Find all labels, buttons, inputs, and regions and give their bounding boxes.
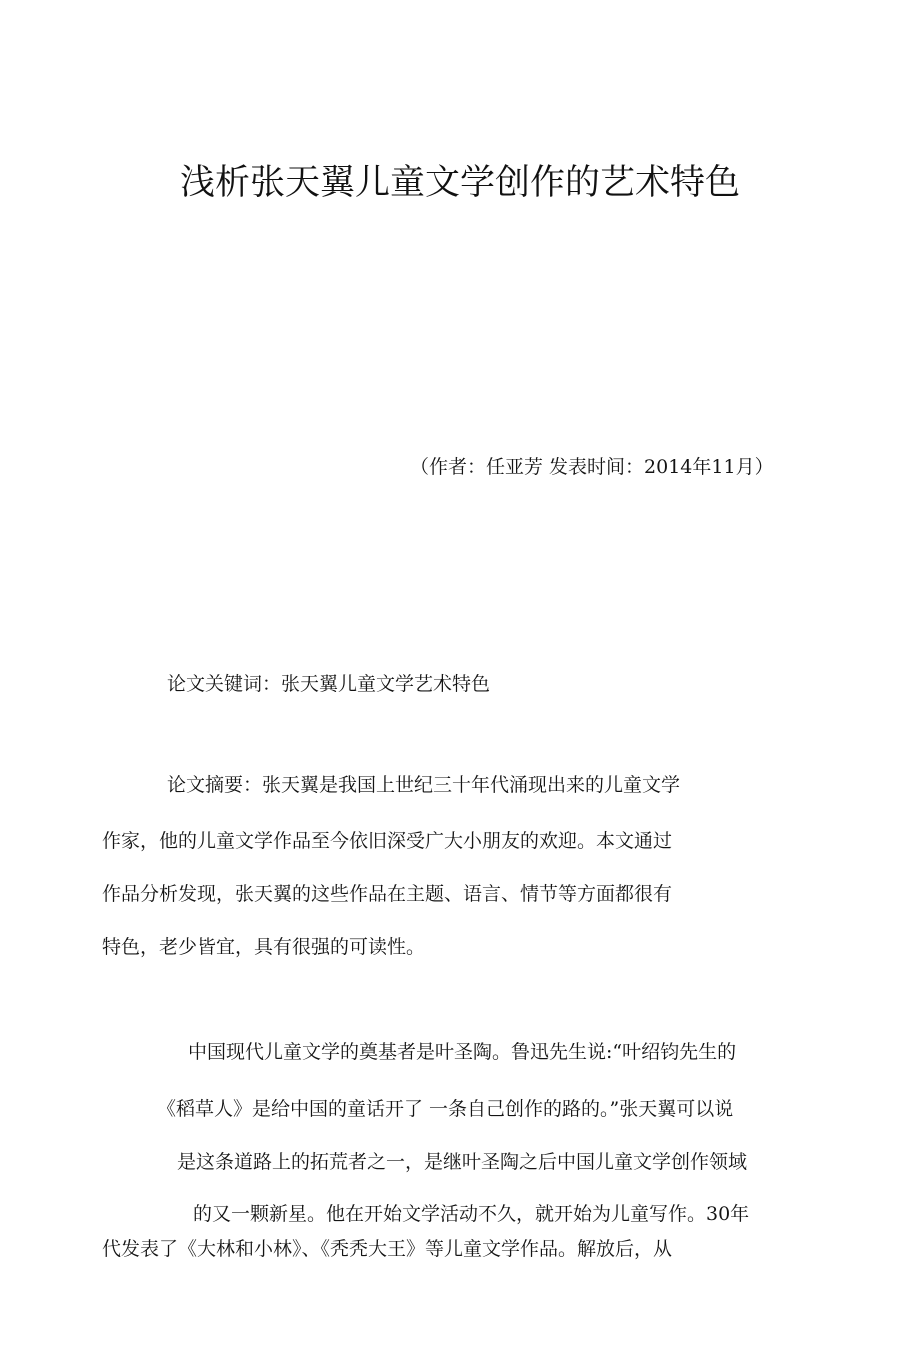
abstract-line: 作家，他的儿童文学作品至今依旧深受广大小朋友的欢迎。本文通过 (102, 830, 673, 852)
body-line: 中国现代儿童文学的奠基者是叶圣陶。鲁迅先生说:“叶绍钧先生的 (188, 1041, 737, 1063)
abstract-line: 特色，老少皆宜，具有很强的可读性。 (102, 936, 426, 958)
body-line: 《稻草人》是给中国的童话开了 一条自己创作的路的。”张天翼可以说 (157, 1098, 734, 1120)
body-line: 代发表了《大林和小林》、《秃秃大王》等儿童文学作品。解放后，从 (102, 1238, 673, 1260)
abstract-line: 论文摘要：张天翼是我国上世纪三十年代涌现出来的儿童文学 (167, 774, 681, 796)
abstract-line: 作品分析发现，张天翼的这些作品在主题、语言、情节等方面都很有 (102, 883, 673, 905)
keywords-line: 论文关键词：张天翼儿童文学艺术特色 (167, 673, 491, 695)
author-line: （作者：任亚芳 发表时间：2014年11月） (410, 456, 774, 478)
body-line: 是这条道路上的拓荒者之一，是继叶圣陶之后中国儿童文学创作领域 (177, 1151, 748, 1173)
page-title: 浅析张天翼儿童文学创作的艺术特色 (179, 163, 740, 203)
body-line: 的又一颗新星。他在开始文学活动不久，就开始为儿童写作。30年 (193, 1203, 750, 1225)
